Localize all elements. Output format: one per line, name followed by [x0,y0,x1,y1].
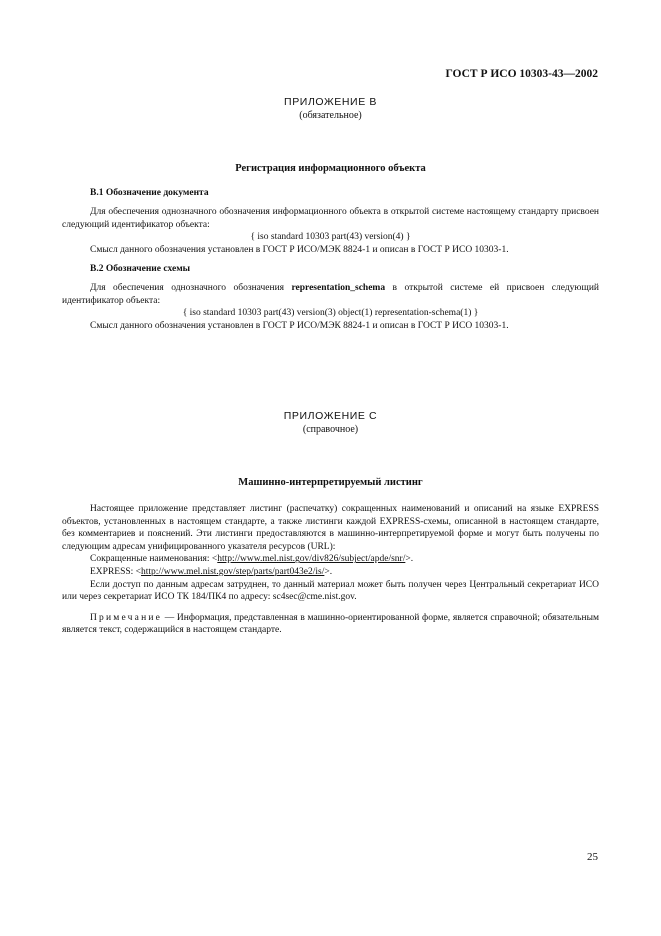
appendix-c-title: ПРИЛОЖЕНИЕ С [283,410,378,422]
appendix-c-access: Если доступ по данным адресам затруднен, то данный материал может быть получен через Центральный секретариат ИСО или через секретариат ИСО ТК 184/ПК4 по адресу: sc4sec@cme.nist.gov. [62,579,599,603]
short-names-link[interactable]: http://www.mel.nist.gov/div826/subject/apde/snr/ [217,554,406,565]
express-end: >. [324,566,333,577]
short-names-end: >. [405,554,414,565]
page-number: 25 [587,851,598,863]
section-b1-body [62,206,599,256]
section-b2-paragraph [62,282,599,307]
appendix-c-heading: Машинно-интерпретируемый листинг [238,477,423,488]
appendix-c-note [62,612,599,637]
appendix-c-intro: Настоящее приложение представляет листинг (распечатку) сокращенных наименований и описаний на языке EXPRESS объектов, установленных в настоящем стандарте, а также листинги каждой EXPRESS-схемы, описанной в настоящем стандарте, без комментариев и пояснений. Эти листинги предоставляются в машинно-интерпретируемой форме и могут быть получены по следующим адресам унифицированного указателя ресурсов (URL): [62,504,599,552]
section-b1-identifier: { iso standard 10303 part(43) version(4) } [250,232,411,243]
note-label: Примечание [90,612,163,623]
section-b2-identifier: { iso standard 10303 part(43) version(3) object(1) representation-schema(1) } [182,308,479,319]
section-b2-meaning: Смысл данного обозначения установлен в ГОСТ Р ИСО/МЭК 8824-1 и описан в ГОСТ Р ИСО 10303-1. [90,320,509,331]
appendix-c-status: (справочное) [302,424,359,435]
section-b2-text-2: в открытой системе ей присвоен следующий идентификатор объекта: [62,283,600,306]
section-b1-meaning: Смысл данного обозначения установлен в ГОСТ Р ИСО/МЭК 8824-1 и описан в ГОСТ Р ИСО 10303-1. [90,244,509,255]
appendix-c-body [62,503,599,637]
section-b1-heading: В.1 Обозначение документа [90,188,209,198]
document-header: ГОСТ Р ИСО 10303-43—2002 [445,68,598,80]
section-b2-body [62,282,599,332]
appendix-b-title: ПРИЛОЖЕНИЕ В [284,96,377,108]
express-link[interactable]: http://www.mel.nist.gov/step/parts/part043e2/is/ [141,566,325,577]
schema-name: representation_schema [291,283,386,293]
appendix-b-status: (обязательное) [299,110,362,121]
note-text: — Информация, представленная в машинно-ориентированной форме, является справочной; обязательным является текст, содержащийся в настоящем стандарте. [62,612,599,636]
section-b2-text-1: Для обеспечения однозначного обозначения [90,283,292,293]
section-b2-heading: В.2 Обозначение схемы [90,264,191,274]
appendix-b-heading: Регистрация информационного объекта [235,163,426,174]
section-b1-paragraph: Для обеспечения однозначного обозначения информационного объекта в открытой системе настоящему стандарту присвоен следующий идентификатор объекта: [62,207,599,230]
short-names-label: Сокращенные наименования: < [90,554,218,565]
express-label: EXPRESS: < [90,566,142,577]
express-line [62,566,599,579]
short-names-line [62,553,599,566]
